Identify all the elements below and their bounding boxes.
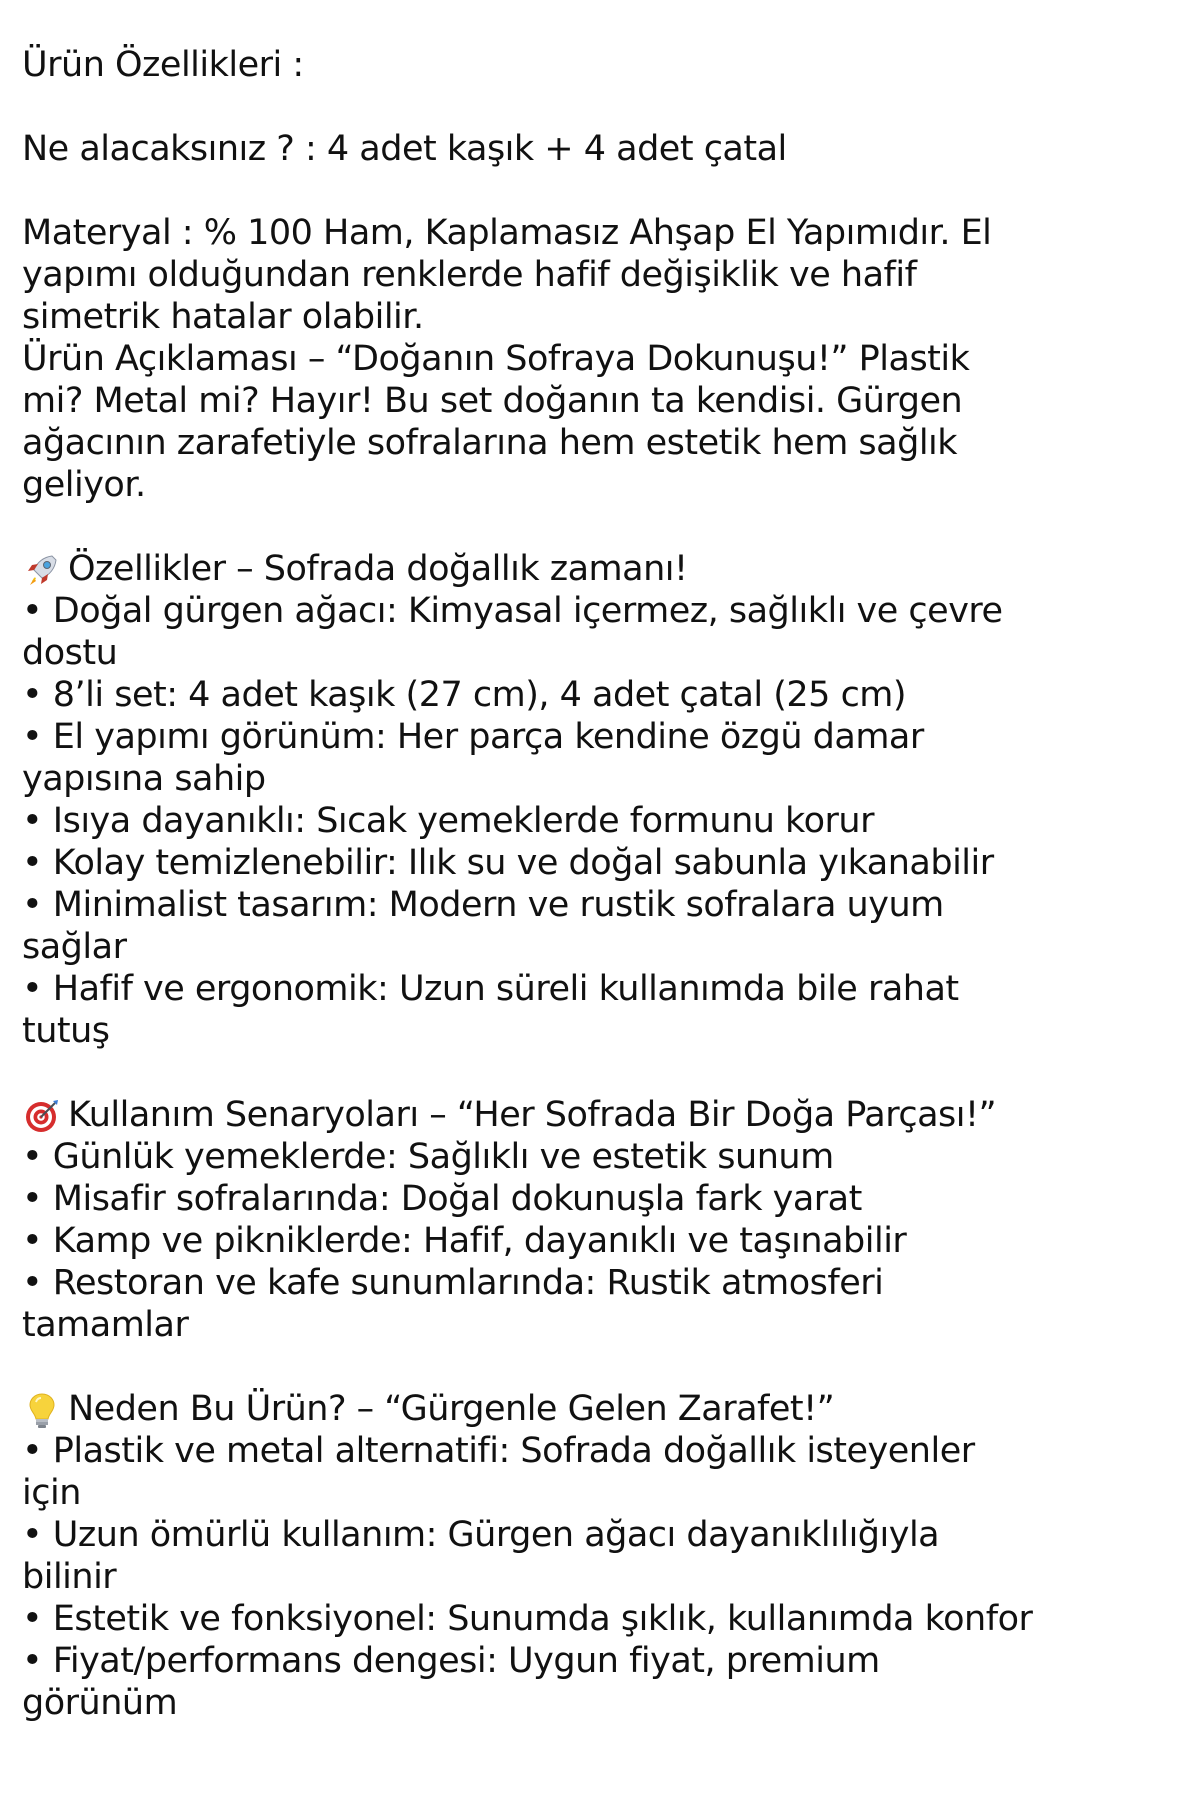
rocket-icon — [22, 550, 62, 586]
usage-item: • Günlük yemeklerde: Sağlıklı ve estetik sunum — [22, 1137, 834, 1177]
usage-item: • Restoran ve kafe sunumlarında: Rustik atmosferi — [22, 1263, 884, 1303]
features-item: • Minimalist tasarım: Modern ve rustik sofralara uyum — [22, 885, 944, 925]
features-item: • Kolay temizlenebilir: Ilık su ve doğal sabunla yıkanabilir — [22, 843, 994, 883]
features-item: sağlar — [22, 927, 127, 967]
product-description — [22, 44, 1182, 1724]
target-icon — [22, 1096, 62, 1132]
why-item: • Fiyat/performans dengesi: Uygun fiyat, premium — [22, 1641, 880, 1681]
why-item: • Plastik ve metal alternatifi: Sofrada doğallık isteyenler — [22, 1431, 975, 1471]
description-paragraph — [22, 338, 1182, 506]
features-item: • Isıya dayanıklı: Sıcak yemeklerde formunu korur — [22, 801, 874, 841]
section-heading: Ürün Özellikleri : — [22, 45, 304, 85]
what-you-get-line: Ne alacaksınız ? : 4 adet kaşık + 4 adet çatal — [22, 129, 787, 169]
why-title-row — [22, 1388, 1182, 1430]
features-item: dostu — [22, 633, 118, 673]
material-line: Materyal : % 100 Ham, Kaplamasız Ahşap El Yapımıdır. El — [22, 213, 992, 253]
usage-section — [22, 1094, 1182, 1346]
usage-item: tamamlar — [22, 1305, 189, 1345]
usage-item: • Misafir sofralarında: Doğal dokunuşla fark yarat — [22, 1179, 862, 1219]
why-item: • Uzun ömürlü kullanım: Gürgen ağacı dayanıklılığıyla — [22, 1515, 940, 1555]
material-line: yapımı olduğundan renklerde hafif değişiklik ve hafif — [22, 255, 917, 295]
features-title: Özellikler – Sofrada doğallık zamanı! — [68, 549, 688, 589]
features-title-row — [22, 548, 1182, 590]
spacer — [22, 506, 1182, 548]
features-item: tutuş — [22, 1011, 110, 1051]
why-item: • Estetik ve fonksiyonel: Sunumda şıklık, kullanımda konfor — [22, 1599, 1033, 1639]
features-item: • 8’li set: 4 adet kaşık (27 cm), 4 adet çatal (25 cm) — [22, 675, 907, 715]
why-item: görünüm — [22, 1683, 178, 1723]
features-item: • Doğal gürgen ağacı: Kimyasal içermez, sağlıklı ve çevre — [22, 591, 1003, 631]
usage-item: • Kamp ve pikniklerde: Hafif, dayanıklı ve taşınabilir — [22, 1221, 907, 1261]
features-item: • Hafif ve ergonomik: Uzun süreli kullanımda bile rahat — [22, 969, 959, 1009]
lightbulb-icon — [22, 1390, 62, 1426]
why-item: için — [22, 1473, 81, 1513]
why-section — [22, 1388, 1182, 1724]
spacer — [22, 1346, 1182, 1388]
spacer — [22, 170, 1182, 212]
why-title: Neden Bu Ürün? – “Gürgenle Gelen Zarafet!” — [68, 1389, 835, 1429]
spacer — [22, 1052, 1182, 1094]
features-section — [22, 548, 1182, 1052]
material-line: simetrik hatalar olabilir. — [22, 297, 424, 337]
description-line: Ürün Açıklaması – “Doğanın Sofraya Dokunuşu!” Plastik — [22, 339, 970, 379]
why-item: bilinir — [22, 1557, 117, 1597]
spacer — [22, 86, 1182, 128]
description-line: ağacının zarafetiyle sofralarına hem estetik hem sağlık — [22, 423, 958, 463]
description-line: geliyor. — [22, 465, 146, 505]
usage-title-row — [22, 1094, 1182, 1136]
usage-title: Kullanım Senaryoları – “Her Sofrada Bir Doğa Parçası!” — [68, 1095, 997, 1135]
features-item: • El yapımı görünüm: Her parça kendine özgü damar — [22, 717, 924, 757]
features-item: yapısına sahip — [22, 759, 266, 799]
description-line: mi? Metal mi? Hayır! Bu set doğanın ta kendisi. Gürgen — [22, 381, 963, 421]
material-paragraph — [22, 212, 1182, 338]
